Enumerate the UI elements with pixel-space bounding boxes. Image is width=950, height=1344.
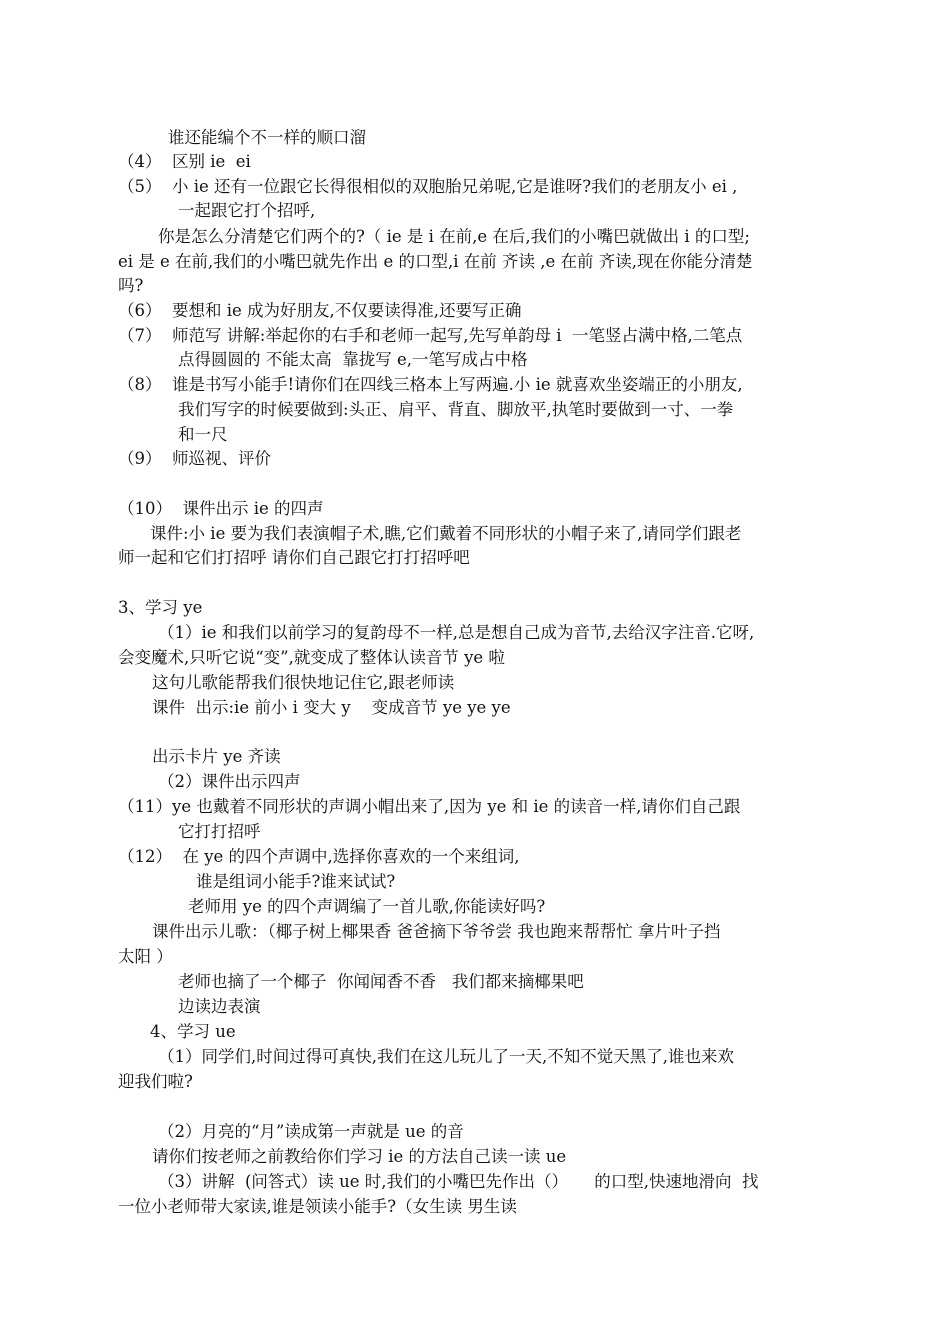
text-line: （1）ie 和我们以前学习的复韵母不一样,总是想自己成为音节,去给汉字注音.它呀, [158,623,755,642]
text-line: 我们写字的时候要做到:头正、肩平、背直、脚放平,执笔时要做到一寸、一拳 [178,400,734,419]
text-line: 太阳 ） [118,947,173,966]
text-line: （12） 在 ye 的四个声调中,选择你喜欢的一个来组词, [118,847,520,866]
text-line: 课件:小 ie 要为我们表演帽子术,瞧,它们戴着不同形状的小帽子来了,请同学们跟老 [150,524,742,543]
text-line: （7） 师范写 讲解:举起你的右手和老师一起写,先写单韵母 i 一笔竖占满中格,二笔点 [118,326,743,345]
text-line: 老师也摘了一个椰子 你闻闻香不香 我们都来摘椰果吧 [178,972,584,991]
text-line: （6） 要想和 ie 成为好朋友,不仅要读得准,还要写正确 [118,301,522,320]
text-line: （9） 师巡视、评价 [118,449,271,468]
text-line: （10） 课件出示 ie 的四声 [118,499,324,518]
text-line: 课件 出示:ie 前小 i 变大 y 变成音节 ye ye ye [152,698,511,717]
text-line: 课件出示儿歌：（椰子树上椰果香 爸爸摘下爷爷尝 我也跑来帮帮忙 拿片叶子挡 [152,922,721,941]
text-line: 吗? [118,276,144,295]
text-line: （4） 区别 ie ei [118,152,251,171]
text-line: 这句儿歌能帮我们很快地记住它,跟老师读 [152,673,455,692]
text-line: （3）讲解 (问答式）读 ue 时,我们的小嘴巴先作出（） 的口型,快速地滑向 找 [158,1172,759,1191]
text-line: （1）同学们,时间过得可真快,我们在这儿玩儿了一天,不知不觉天黑了,谁也来欢 [158,1047,734,1066]
text-line: 请你们按老师之前教给你们学习 ie 的方法自己读一读 ue [152,1147,567,1166]
text-line: 谁是组词小能手?谁来试试? [196,872,396,891]
text-line: 一位小老师带大家读,谁是领读小能手?（女生读 男生读 [118,1197,517,1216]
text-line: （2）课件出示四声 [158,772,301,791]
text-line: 边读边表演 [178,997,261,1016]
text-line: 3、学习 ye [118,598,203,617]
text-line: 出示卡片 ye 齐读 [152,747,281,766]
text-line: 4、学习 ue [150,1022,236,1041]
text-line: 它打打招呼 [178,822,261,841]
text-line: 迎我们啦? [118,1072,193,1091]
text-line: 师一起和它们打招呼 请你们自己跟它打打招呼吧 [118,548,470,567]
text-line: 一起跟它打个招呼, [178,201,316,220]
text-line: ei 是 e 在前,我们的小嘴巴就先作出 e 的口型,i 在前 齐读 ,e 在前 齐读,现在你能分清楚 [118,252,753,271]
text-line: 会变魔术,只听它说“变”,就变成了整体认读音节 ye 啦 [118,648,505,667]
text-line: 你是怎么分清楚它们两个的?（ ie 是 i 在前,e 在后,我们的小嘴巴就做出 i 的口型; [158,227,750,246]
text-line: 点得圆圆的 不能太高 靠拢写 e,一笔写成占中格 [178,350,528,369]
text-line: 谁还能编个不一样的顺口溜 [168,128,366,147]
text-line: （11）ye 也戴着不同形状的声调小帽出来了,因为 ye 和 ie 的读音一样,请你们自己跟 [118,797,741,816]
text-line: （2）月亮的“月”读成第一声就是 ue 的音 [158,1122,464,1141]
text-line: （5） 小 ie 还有一位跟它长得很相似的双胞胎兄弟呢,它是谁呀?我们的老朋友小 ei , [118,177,738,196]
text-line: 老师用 ye 的四个声调编了一首儿歌,你能读好吗? [188,897,546,916]
text-line: 和一尺 [178,425,228,444]
text-line: （8） 谁是书写小能手!请你们在四线三格本上写两遍.小 ie 就喜欢坐姿端正的小朋友, [118,375,743,394]
